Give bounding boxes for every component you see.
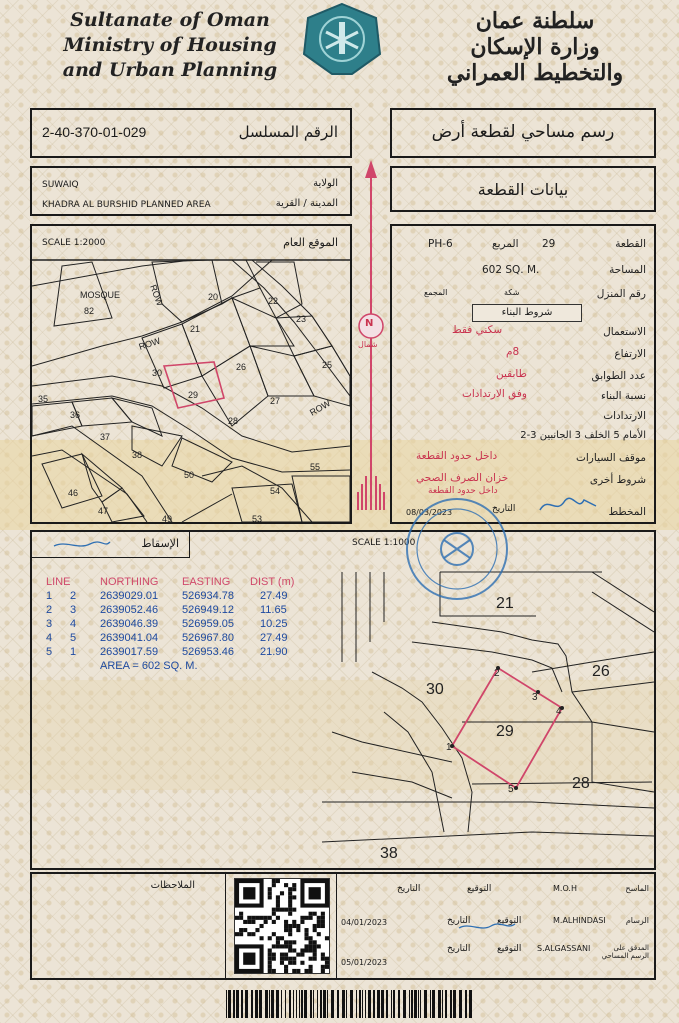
planner-label: المخطط — [608, 506, 646, 518]
table-row: 1 2 2639029.01 526934.78 27.49 — [46, 590, 288, 602]
general-map-title: الموقع العام — [283, 236, 338, 249]
signatures-section — [336, 874, 654, 978]
serial-number-box — [30, 108, 352, 158]
plot-number: 21 — [496, 595, 514, 612]
location-box — [30, 166, 352, 216]
signature-row: الرسام M.ALHINDASI التوقيع التاريخ 04/01/2023 — [341, 916, 649, 927]
plot-number: 53 — [252, 514, 263, 522]
plot-number: 30 — [152, 368, 163, 378]
plot-number: 47 — [98, 506, 109, 516]
plot-data-title: بيانات القطعة — [477, 180, 569, 199]
vertex-label: 3 — [532, 692, 538, 703]
vertex-label: 1 — [446, 742, 452, 753]
notes-label: الملاحظات — [150, 880, 195, 891]
area-summary: AREA = 602 SQ. M. — [100, 660, 198, 672]
other-conditions-value-2: داخل حدود القطعة — [428, 486, 498, 496]
ministry-name-ar: سلطنة عمان وزارة الإسكان والتخطيط العمراني — [446, 8, 624, 86]
table-row: 3 4 2639046.39 526959.05 10.25 — [46, 618, 288, 630]
height-value: 8م — [506, 346, 520, 358]
floors-value: طابقين — [496, 368, 527, 380]
wilayat-value: SUWAIQ — [42, 180, 79, 190]
serial-number-label: الرقم المسلسل — [238, 123, 338, 141]
plot-number: 37 — [100, 432, 111, 442]
plot-number: 21 — [190, 324, 201, 334]
floors-label: عدد الطوابق — [591, 370, 646, 382]
vertex-label: 5 — [508, 784, 514, 795]
plot-number: 38 — [132, 450, 143, 460]
plot-number: 30 — [426, 681, 444, 698]
setbacks-label: الارتدادات — [603, 410, 646, 422]
plot-number: 23 — [296, 314, 307, 324]
other-conditions-label: شروط أخرى — [589, 474, 646, 486]
plot-number: 27 — [270, 396, 281, 406]
parking-value: داخل حدود القطعة — [416, 450, 498, 462]
plot-number: 26 — [236, 362, 247, 372]
notes-section — [32, 874, 226, 978]
general-location-map — [30, 224, 352, 524]
plot-number: 35 — [38, 394, 49, 404]
area-label: المدينة / القرية — [275, 198, 338, 209]
general-map-scale: SCALE 1:2000 — [42, 238, 106, 248]
oman-emblem-icon — [300, 2, 384, 76]
table-row: 5 1 2639017.59 526953.46 21.90 — [46, 646, 288, 658]
plot-value: 29 — [542, 238, 556, 250]
plot-number: 25 — [322, 360, 333, 370]
plot-data-title-box — [390, 166, 656, 212]
setbacks-value: الأمام 5 الخلف 3 الجانبين 3-2 — [520, 430, 646, 441]
plot-number: 38 — [380, 845, 398, 862]
building-conditions-header: شروط البناء — [472, 304, 582, 322]
plot-label: القطعة — [615, 238, 646, 250]
plot-details-box — [390, 224, 656, 524]
row-label: ROW — [137, 335, 162, 352]
serial-number-value: 2-40-370-01-029 — [42, 124, 147, 140]
plot-number: 36 — [70, 410, 81, 420]
plot-number: 82 — [84, 306, 95, 316]
plot-number: 29 — [496, 723, 514, 740]
other-conditions-value: خزان الصرف الصحي — [416, 472, 509, 484]
plot-number: 28 — [572, 775, 590, 792]
plot-number: 29 — [188, 390, 199, 400]
vertex-label: 4 — [556, 706, 562, 717]
square-label: المربع — [492, 238, 519, 250]
plot-number: 50 — [184, 470, 195, 480]
wilayat-label: الولاية — [313, 178, 338, 189]
footer-panel — [30, 872, 656, 980]
plot-number: 28 — [228, 416, 239, 426]
plot-number: 49 — [162, 514, 173, 522]
use-label: الاستعمال — [603, 326, 646, 338]
area-value: KHADRA AL BURSHID PLANNED AREA — [42, 200, 211, 210]
use-value: سكني فقط — [452, 324, 503, 336]
vertex-label: 2 — [494, 668, 500, 679]
plot-number: 22 — [268, 296, 279, 306]
north-label: N — [365, 318, 374, 329]
row-label: ROW — [308, 398, 333, 418]
height-label: الارتفاع — [614, 348, 646, 360]
area-label: المساحة — [609, 264, 646, 276]
barcode-icon — [224, 990, 474, 1018]
plot-number: 20 — [208, 292, 219, 302]
table-row: 4 5 2639041.04 526967.80 27.49 — [46, 632, 288, 644]
document-title: رسم مساحي لقطعة أرض — [431, 122, 615, 142]
house-number-value: شكة — [504, 288, 520, 297]
table-row: 2 3 2639052.46 526949.12 11.65 — [46, 604, 287, 616]
signature-row: الماسح M.O.H التوقيع التاريخ — [397, 884, 649, 894]
area-value: 602 SQ. M. — [482, 264, 540, 276]
projection-panel — [30, 530, 656, 870]
north-arrow-icon — [352, 158, 390, 520]
north-sub-label: شمال — [358, 340, 378, 349]
plot-number: 54 — [270, 486, 281, 496]
planner-date: 08/03/2023 — [406, 508, 453, 517]
planner-date-label: التاريخ — [492, 504, 516, 514]
document-title-box — [390, 108, 656, 158]
row-label: ROW — [148, 283, 166, 308]
signature-row: المدقق على الرسم المساحي S.ALGASSANI التوقيع التاريخ 05/01/2023 — [341, 944, 649, 967]
plot-number: 46 — [68, 488, 79, 498]
plot-number: 26 — [592, 663, 610, 680]
planner-signature — [538, 494, 598, 516]
square-value: PH-6 — [428, 238, 453, 250]
plot-number: 55 — [310, 462, 321, 472]
parking-label: موقف السيارات — [576, 452, 646, 464]
house-number-label: رقم المنزل — [596, 288, 646, 300]
ministry-name-en: Sultanate of Oman Ministry of Housing and Urban Planning — [62, 9, 278, 81]
mosque-label: MOSQUE — [80, 290, 121, 300]
qr-code-icon — [234, 878, 330, 974]
projection-title-box: الإسقاط — [32, 532, 190, 558]
coordinate-table-header: LINE NORTHING EASTING DIST (m) — [46, 576, 295, 588]
ratio-label: نسبة البناء — [600, 390, 646, 402]
ratio-value: وفق الارتدادات — [462, 388, 527, 400]
house-number-value-2: المجمع — [424, 288, 448, 297]
projection-scale: SCALE 1:1000 — [352, 538, 416, 548]
